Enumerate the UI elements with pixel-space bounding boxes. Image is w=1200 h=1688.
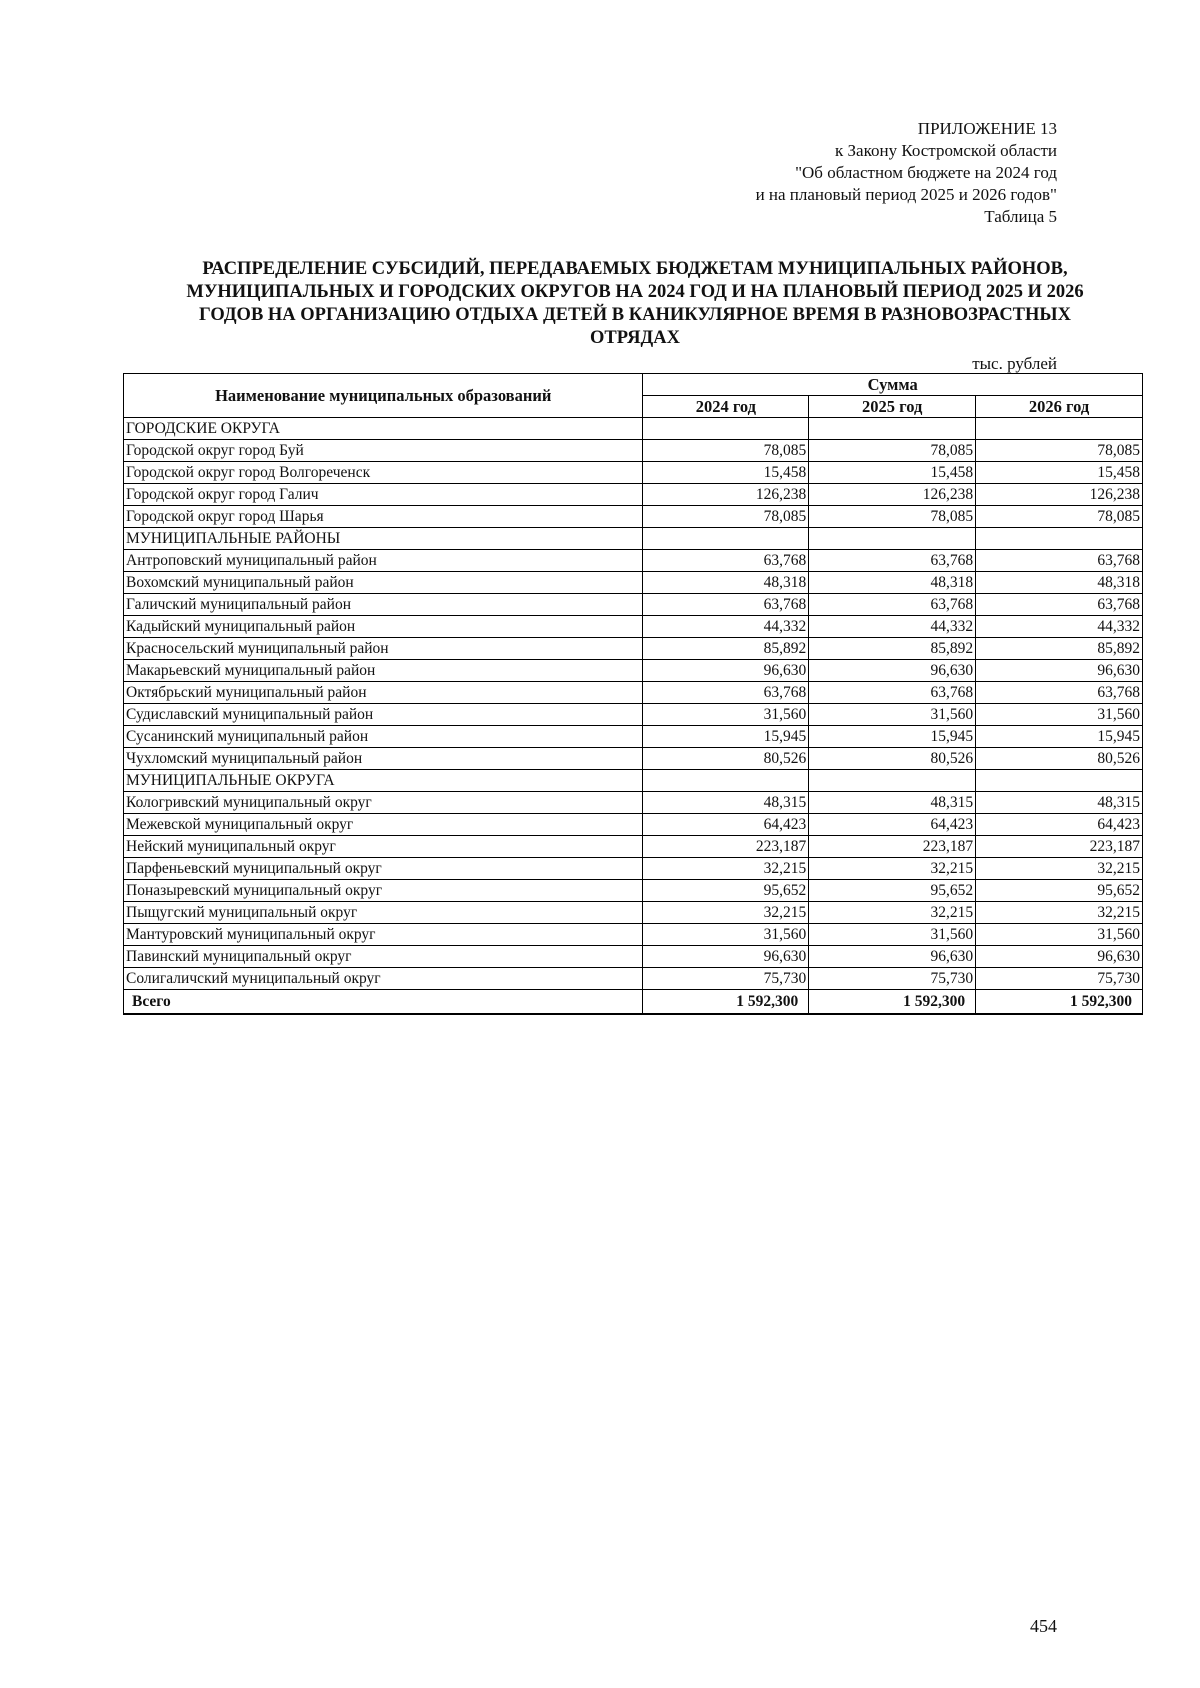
amount-cell: 15,458 xyxy=(643,462,809,484)
table-row xyxy=(124,550,1143,572)
municipality-name: Поназыревский муниципальный округ xyxy=(124,880,643,902)
header-year-2024: 2024 год xyxy=(643,396,809,418)
subsidy-table xyxy=(123,373,1143,1015)
municipality-name: Кадыйский муниципальный район xyxy=(124,616,643,638)
amount-cell: 63,768 xyxy=(809,682,976,704)
amount-cell xyxy=(809,528,976,550)
amount-cell: 96,630 xyxy=(809,660,976,682)
amount-cell: 126,238 xyxy=(643,484,809,506)
amount-cell: 75,730 xyxy=(976,968,1143,990)
title-line: ГОДОВ НА ОРГАНИЗАЦИЮ ОТДЫХА ДЕТЕЙ В КАНИКУЛЯРНОЕ ВРЕМЯ В РАЗНОВОЗРАСТНЫХ xyxy=(199,305,1071,325)
table-row xyxy=(124,748,1143,770)
amount-cell: 15,945 xyxy=(976,726,1143,748)
units-label: тыс. рублей xyxy=(972,354,1057,373)
amount-cell: 15,458 xyxy=(976,462,1143,484)
amount-cell: 32,215 xyxy=(976,858,1143,880)
amount-cell: 78,085 xyxy=(976,440,1143,462)
amount-cell: 80,526 xyxy=(976,748,1143,770)
table-row xyxy=(124,572,1143,594)
amount-cell: 223,187 xyxy=(809,836,976,858)
municipality-name: Чухломский муниципальный район xyxy=(124,748,643,770)
title-line: МУНИЦИПАЛЬНЫХ И ГОРОДСКИХ ОКРУГОВ НА 2024 ГОД И НА ПЛАНОВЫЙ ПЕРИОД 2025 И 2026 xyxy=(186,282,1084,302)
amount-cell: 63,768 xyxy=(643,594,809,616)
amount-cell: 126,238 xyxy=(976,484,1143,506)
amount-cell: 95,652 xyxy=(976,880,1143,902)
municipality-name: Солигаличский муниципальный округ xyxy=(124,968,643,990)
amount-cell: 85,892 xyxy=(809,638,976,660)
amount-cell: 64,423 xyxy=(643,814,809,836)
appendix-law: к Закону Костромской области xyxy=(835,141,1057,160)
municipality-name: Пыщугский муниципальный округ xyxy=(124,902,643,924)
amount-cell: 75,730 xyxy=(643,968,809,990)
amount-cell: 96,630 xyxy=(643,660,809,682)
amount-cell: 223,187 xyxy=(643,836,809,858)
municipality-name: Городской округ город Волгореченск xyxy=(124,462,643,484)
amount-cell: 44,332 xyxy=(643,616,809,638)
section-title: МУНИЦИПАЛЬНЫЕ РАЙОНЫ xyxy=(124,528,643,550)
amount-cell: 78,085 xyxy=(809,506,976,528)
amount-cell: 48,315 xyxy=(643,792,809,814)
municipality-name: Городской округ город Шарья xyxy=(124,506,643,528)
section-title: МУНИЦИПАЛЬНЫЕ ОКРУГА xyxy=(124,770,643,792)
amount-cell: 95,652 xyxy=(643,880,809,902)
table-row xyxy=(124,440,1143,462)
amount-cell: 32,215 xyxy=(643,858,809,880)
amount-cell: 31,560 xyxy=(643,924,809,946)
amount-cell: 78,085 xyxy=(643,440,809,462)
amount-cell: 75,730 xyxy=(809,968,976,990)
amount-cell: 63,768 xyxy=(643,550,809,572)
municipality-name: Сусанинский муниципальный район xyxy=(124,726,643,748)
amount-cell: 48,318 xyxy=(809,572,976,594)
amount-cell: 15,458 xyxy=(809,462,976,484)
amount-cell xyxy=(976,528,1143,550)
table-row xyxy=(124,946,1143,968)
amount-cell: 48,318 xyxy=(976,572,1143,594)
table-row xyxy=(124,638,1143,660)
header-year-2025: 2025 год xyxy=(809,396,976,418)
amount-cell: 85,892 xyxy=(643,638,809,660)
amount-cell: 15,945 xyxy=(809,726,976,748)
amount-cell xyxy=(643,528,809,550)
amount-cell: 63,768 xyxy=(643,682,809,704)
municipality-name: Парфеньевский муниципальный округ xyxy=(124,858,643,880)
amount-cell: 44,332 xyxy=(976,616,1143,638)
municipality-name: Вохомский муниципальный район xyxy=(124,572,643,594)
amount-cell: 96,630 xyxy=(643,946,809,968)
table-row xyxy=(124,462,1143,484)
municipality-name: Красносельский муниципальный район xyxy=(124,638,643,660)
amount-cell: 95,652 xyxy=(809,880,976,902)
amount-cell: 31,560 xyxy=(809,704,976,726)
header-year-2026: 2026 год xyxy=(976,396,1143,418)
amount-cell: 78,085 xyxy=(809,440,976,462)
municipality-name: Мантуровский муниципальный округ xyxy=(124,924,643,946)
appendix-law-period: и на плановый период 2025 и 2026 годов" xyxy=(755,185,1057,204)
amount-cell: 223,187 xyxy=(976,836,1143,858)
table-row xyxy=(124,660,1143,682)
table-row xyxy=(124,814,1143,836)
table-row xyxy=(124,858,1143,880)
amount-cell: 32,215 xyxy=(976,902,1143,924)
amount-cell: 64,423 xyxy=(809,814,976,836)
amount-cell: 48,315 xyxy=(976,792,1143,814)
amount-cell: 44,332 xyxy=(809,616,976,638)
total-2024: 1 592,300 xyxy=(643,990,809,1015)
appendix-table-number: Таблица 5 xyxy=(984,207,1057,226)
municipality-name: Кологривский муниципальный округ xyxy=(124,792,643,814)
amount-cell xyxy=(643,418,809,440)
total-row xyxy=(124,990,1143,1015)
appendix-heading xyxy=(756,118,1057,228)
table-row xyxy=(124,616,1143,638)
table-row xyxy=(124,726,1143,748)
amount-cell: 31,560 xyxy=(976,704,1143,726)
amount-cell: 63,768 xyxy=(976,594,1143,616)
total-2025: 1 592,300 xyxy=(809,990,976,1015)
amount-cell: 32,215 xyxy=(643,902,809,924)
total-2026: 1 592,300 xyxy=(976,990,1143,1015)
table-row xyxy=(124,924,1143,946)
municipality-name: Нейский муниципальный округ xyxy=(124,836,643,858)
amount-cell: 48,315 xyxy=(809,792,976,814)
municipality-name: Судиславский муниципальный район xyxy=(124,704,643,726)
municipality-name: Антроповский муниципальный район xyxy=(124,550,643,572)
section-title: ГОРОДСКИЕ ОКРУГА xyxy=(124,418,643,440)
municipality-name: Межевской муниципальный округ xyxy=(124,814,643,836)
document-title xyxy=(130,258,1140,350)
municipality-name: Городской округ город Галич xyxy=(124,484,643,506)
table-row xyxy=(124,968,1143,990)
table-row xyxy=(124,594,1143,616)
amount-cell: 85,892 xyxy=(976,638,1143,660)
section-row xyxy=(124,418,1143,440)
title-line: РАСПРЕДЕЛЕНИЕ СУБСИДИЙ, ПЕРЕДАВАЕМЫХ БЮДЖЕТАМ МУНИЦИПАЛЬНЫХ РАЙОНОВ, xyxy=(202,259,1068,279)
amount-cell xyxy=(976,770,1143,792)
title-line: ОТРЯДАХ xyxy=(590,328,680,348)
amount-cell: 48,318 xyxy=(643,572,809,594)
total-label: Всего xyxy=(124,990,643,1015)
amount-cell: 78,085 xyxy=(976,506,1143,528)
amount-cell: 96,630 xyxy=(976,660,1143,682)
amount-cell xyxy=(643,770,809,792)
table-row xyxy=(124,792,1143,814)
municipality-name: Павинский муниципальный округ xyxy=(124,946,643,968)
municipality-name: Октябрьский муниципальный район xyxy=(124,682,643,704)
header-name: Наименование муниципальных образований xyxy=(124,374,643,418)
amount-cell: 31,560 xyxy=(809,924,976,946)
table-row xyxy=(124,682,1143,704)
amount-cell: 126,238 xyxy=(809,484,976,506)
amount-cell: 32,215 xyxy=(809,858,976,880)
municipality-name: Галичский муниципальный район xyxy=(124,594,643,616)
amount-cell: 80,526 xyxy=(809,748,976,770)
amount-cell xyxy=(976,418,1143,440)
amount-cell: 31,560 xyxy=(976,924,1143,946)
amount-cell: 80,526 xyxy=(643,748,809,770)
amount-cell: 96,630 xyxy=(976,946,1143,968)
amount-cell: 32,215 xyxy=(809,902,976,924)
municipality-name: Городской округ город Буй xyxy=(124,440,643,462)
table-row xyxy=(124,880,1143,902)
amount-cell: 63,768 xyxy=(809,550,976,572)
amount-cell: 63,768 xyxy=(976,550,1143,572)
amount-cell: 64,423 xyxy=(976,814,1143,836)
amount-cell: 96,630 xyxy=(809,946,976,968)
appendix-number: ПРИЛОЖЕНИЕ 13 xyxy=(917,119,1057,138)
page-number: 454 xyxy=(1030,1616,1057,1636)
amount-cell xyxy=(809,418,976,440)
table-body xyxy=(124,418,1143,990)
section-row xyxy=(124,528,1143,550)
table-row xyxy=(124,836,1143,858)
amount-cell xyxy=(809,770,976,792)
amount-cell: 63,768 xyxy=(809,594,976,616)
amount-cell: 31,560 xyxy=(643,704,809,726)
table-row xyxy=(124,902,1143,924)
amount-cell: 15,945 xyxy=(643,726,809,748)
amount-cell: 78,085 xyxy=(643,506,809,528)
appendix-law-title: "Об областном бюджете на 2024 год xyxy=(795,163,1057,182)
section-row xyxy=(124,770,1143,792)
table-row xyxy=(124,484,1143,506)
table-row xyxy=(124,704,1143,726)
municipality-name: Макарьевский муниципальный район xyxy=(124,660,643,682)
amount-cell: 63,768 xyxy=(976,682,1143,704)
table-row xyxy=(124,506,1143,528)
header-sum: Сумма xyxy=(643,374,1143,396)
